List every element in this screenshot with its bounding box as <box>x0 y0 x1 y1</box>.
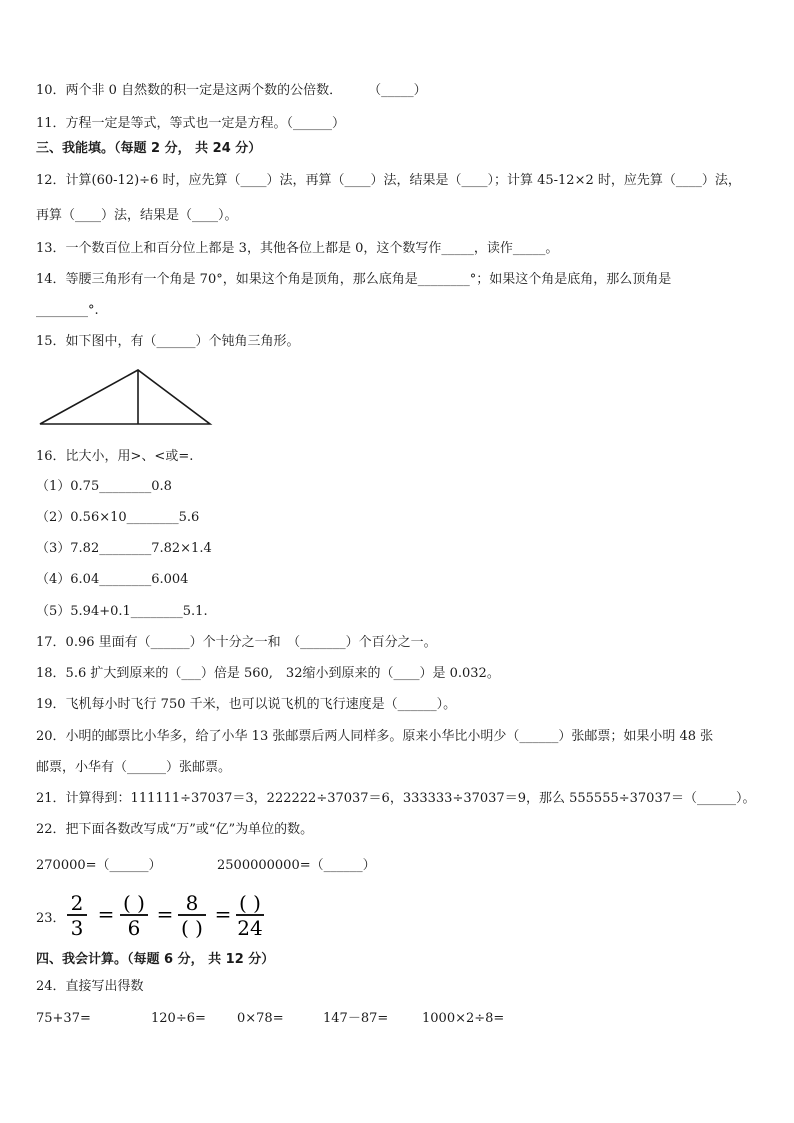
question-20-line-1: 20．小明的邮票比小华多，给了小华 13 张邮票后两人同样多。原来小华比小明少（______）张邮票；如果小明 48 张 <box>36 729 714 744</box>
equals-sign-3: = <box>214 902 232 926</box>
question-22-item-b: 2500000000=（______） <box>217 858 376 873</box>
equals-sign-2: = <box>156 902 174 926</box>
question-13: 13．一个数百位上和百分位上都是 3，其他各位上都是 0，这个数写作_____，读作_____。 <box>36 241 559 256</box>
question-15: 15．如下图中，有（______）个钝角三角形。 <box>36 334 300 349</box>
question-21: 21．计算得到：111111÷37037＝3，222222÷37037＝6，333333÷37037＝9，那么 555555÷37037＝（______）。 <box>36 791 756 806</box>
question-12-line-2: 再算（____）法，结果是（____）。 <box>36 208 238 223</box>
question-19: 19．飞机每小时飞行 750 千米，也可以说飞机的飞行速度是（______）。 <box>36 697 457 712</box>
question-12-line-1: 12．计算(60-12)÷6 时，应先算（____）法，再算（____）法，结果是（____）；计算 45-12×2 时，应先算（____）法， <box>36 173 741 188</box>
triangle-outline <box>40 370 210 424</box>
question-16-item-3: （3）7.82________7.82×1.4 <box>36 541 212 556</box>
question-20-line-2: 邮票，小华有（______）张邮票。 <box>36 760 232 775</box>
question-16-item-5: （5）5.94+0.1________5.1. <box>36 604 208 619</box>
fraction-3-numerator: 8 <box>185 891 199 915</box>
calc-item-5: 1000×2÷8= <box>422 1011 505 1026</box>
question-10: 10．两个非 0 自然数的积一定是这两个数的公倍数． （_____） <box>36 83 427 98</box>
obtuse-triangle-figure <box>38 362 216 428</box>
fraction-4-denominator: 24 <box>237 916 263 940</box>
calc-item-3: 0×78= <box>237 1011 284 1026</box>
fraction-equation <box>64 890 294 940</box>
fraction-2-numerator: ( ) <box>123 891 145 915</box>
fraction-4-numerator: ( ) <box>239 891 261 915</box>
question-22: 22．把下面各数改写成“万”或“亿”为单位的数。 <box>36 822 314 837</box>
question-16-item-4: （4）6.04________6.004 <box>36 572 189 587</box>
question-24: 24．直接写出得数 <box>36 979 144 994</box>
section-4-heading: 四、我会计算。（每题 6 分， 共 12 分） <box>36 952 275 967</box>
question-16: 16．比大小，用>、<或=. <box>36 449 194 464</box>
fraction-1-numerator: 2 <box>70 891 84 915</box>
question-18: 18．5.6 扩大到原来的（___）倍是 560, 32缩小到原来的（____）是 0.032。 <box>36 666 500 681</box>
calc-item-1: 75+37= <box>36 1011 91 1026</box>
calc-item-2: 120÷6= <box>151 1011 206 1026</box>
question-23-label: 23． <box>36 911 66 926</box>
question-11: 11．方程一定是等式，等式也一定是方程。（______） <box>36 116 346 131</box>
question-17: 17．0.96 里面有（______）个十分之一和 （_______）个百分之一。 <box>36 635 437 650</box>
equals-sign-1: = <box>97 902 115 926</box>
question-22-item-a: 270000=（______） <box>36 858 162 873</box>
question-14-line-1: 14．等腰三角形有一个角是 70°，如果这个角是顶角，那么底角是________°；如果这个角是底角，那么顶角是 <box>36 272 672 287</box>
question-16-item-2: （2）0.56×10________5.6 <box>36 510 200 525</box>
section-3-heading: 三、我能填。（每题 2 分， 共 24 分） <box>36 141 262 156</box>
question-16-item-1: （1）0.75________0.8 <box>36 479 172 494</box>
calc-item-4: 147－87= <box>323 1011 389 1026</box>
fraction-2-denominator: 6 <box>127 916 141 940</box>
fraction-3-denominator: ( ) <box>181 916 203 940</box>
question-14-line-2: ________°. <box>36 303 99 318</box>
fraction-1-denominator: 3 <box>70 916 84 940</box>
